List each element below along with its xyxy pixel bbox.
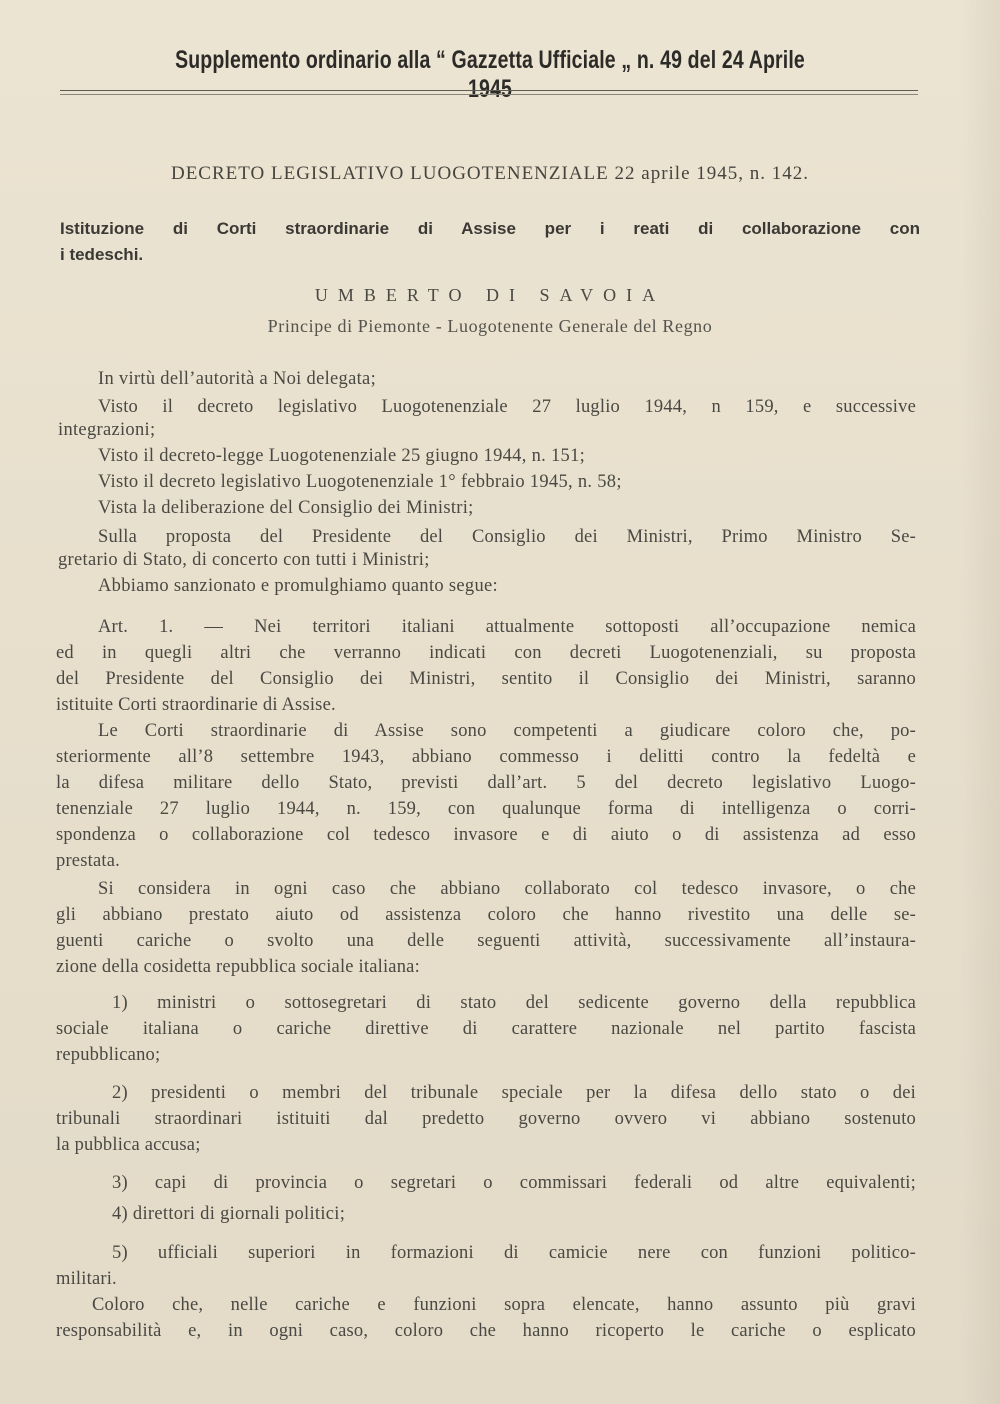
preamble-line: Abbiamo sanzionato e promulghiamo quanto segue: bbox=[98, 576, 498, 596]
article-line: Si considera in ogni caso che abbiano collaborato col tedesco invasore, o che bbox=[98, 879, 916, 899]
article-line: guenti cariche o svolto una delle seguenti attività, successivamente all’instaura- bbox=[56, 931, 916, 951]
article-line: spondenza o collaborazione col tedesco invasore e di aiuto o di assistenza ad esso bbox=[56, 825, 916, 845]
list-item-line: repubblicano; bbox=[56, 1045, 161, 1065]
preamble-line: Visto il decreto legislativo Luogotenenziale 1° febbraio 1945, n. 58; bbox=[98, 472, 622, 492]
article-line: Art. 1. — Nei territori italiani attualmente sottoposti all’occupazione nemica bbox=[98, 617, 916, 637]
list-item-line: militari. bbox=[56, 1269, 117, 1289]
list-item-line: 2) presidenti o membri del tribunale speciale per la difesa dello stato o dei bbox=[112, 1083, 916, 1103]
subject-line: Istituzione di Corti straordinarie di Assise per i reati di collaborazione con bbox=[60, 219, 920, 238]
list-item-line: la pubblica accusa; bbox=[56, 1135, 201, 1155]
list-item-line: 4) direttori di giornali politici; bbox=[112, 1204, 346, 1224]
article-line: Le Corti straordinarie di Assise sono competenti a giudicare coloro che, po- bbox=[98, 721, 916, 741]
article-line: steriormente all’8 settembre 1943, abbiano commesso i delitti contro la fedeltà e bbox=[56, 747, 916, 767]
preamble-line: Sulla proposta del Presidente del Consiglio dei Ministri, Primo Ministro Se- bbox=[98, 527, 916, 547]
preamble-line: Vista la deliberazione del Consiglio dei Ministri; bbox=[98, 498, 474, 518]
sovereign-name: UMBERTO DI SAVOIA bbox=[314, 285, 666, 305]
preamble-line: In virtù dell’autorità a Noi delegata; bbox=[98, 369, 377, 389]
gazette-header: Supplemento ordinario alla “ Gazzetta Ufficiale „ n. 49 del 24 Aprile 1945 bbox=[175, 46, 805, 103]
list-item-line: 1) ministri o sottosegretari di stato del sedicente governo della repubblica bbox=[112, 993, 916, 1013]
article-line: ed in quegli altri che verranno indicati con decreti Luogotenenziali, su proposta bbox=[56, 643, 916, 663]
article-line: Coloro che, nelle cariche e funzioni sopra elencate, hanno assunto più gravi bbox=[92, 1295, 916, 1315]
article-line: tenenziale 27 luglio 1944, n. 159, con qualunque forma di intelligenza o corri- bbox=[56, 799, 916, 819]
list-item-line: 5) ufficiali superiori in formazioni di camicie nere con funzioni politico- bbox=[112, 1243, 916, 1263]
header-rule-thin bbox=[60, 94, 918, 95]
list-item-line: tribunali straordinari istituiti dal predetto governo ovvero vi abbiano sostenuto bbox=[56, 1109, 916, 1129]
article-line: responsabilità e, in ogni caso, coloro che hanno ricoperto le cariche o esplicato bbox=[56, 1321, 916, 1341]
article-line: gli abbiano prestato aiuto od assistenza coloro che hanno rivestito una delle se- bbox=[56, 905, 916, 925]
article-line: del Presidente del Consiglio dei Ministri, sentito il Consiglio dei Ministri, saranno bbox=[56, 669, 916, 689]
page-edge-shadow bbox=[960, 0, 1000, 1404]
preamble-line: integrazioni; bbox=[58, 420, 156, 440]
decree-title: DECRETO LEGISLATIVO LUOGOTENENZIALE 22 aprile 1945, n. 142. bbox=[170, 163, 810, 184]
preamble-line: Visto il decreto-legge Luogotenenziale 25 giugno 1944, n. 151; bbox=[98, 446, 586, 466]
article-line: istituite Corti straordinarie di Assise. bbox=[56, 695, 336, 715]
list-item-line: sociale italiana o cariche direttive di carattere nazionale nel partito fascista bbox=[56, 1019, 916, 1039]
preamble-line: gretario di Stato, di concerto con tutti i Ministri; bbox=[58, 550, 430, 570]
subject-line: i tedeschi. bbox=[60, 245, 144, 264]
article-line: prestata. bbox=[56, 851, 120, 871]
preamble-line: Visto il decreto legislativo Luogotenenziale 27 luglio 1944, n 159, e successive bbox=[98, 397, 916, 417]
decree-subject bbox=[60, 216, 920, 268]
header-rule bbox=[60, 90, 918, 91]
list-item-line: 3) capi di provincia o segretari o commissari federali od altre equivalenti; bbox=[112, 1173, 916, 1193]
article-line: la difesa militare dello Stato, previsti dall’art. 5 del decreto legislativo Luogo- bbox=[56, 773, 916, 793]
article-line: zione della cosidetta repubblica sociale italiana: bbox=[56, 957, 420, 977]
sovereign-title: Principe di Piemonte - Luogotenente Generale del Regno bbox=[267, 316, 713, 336]
